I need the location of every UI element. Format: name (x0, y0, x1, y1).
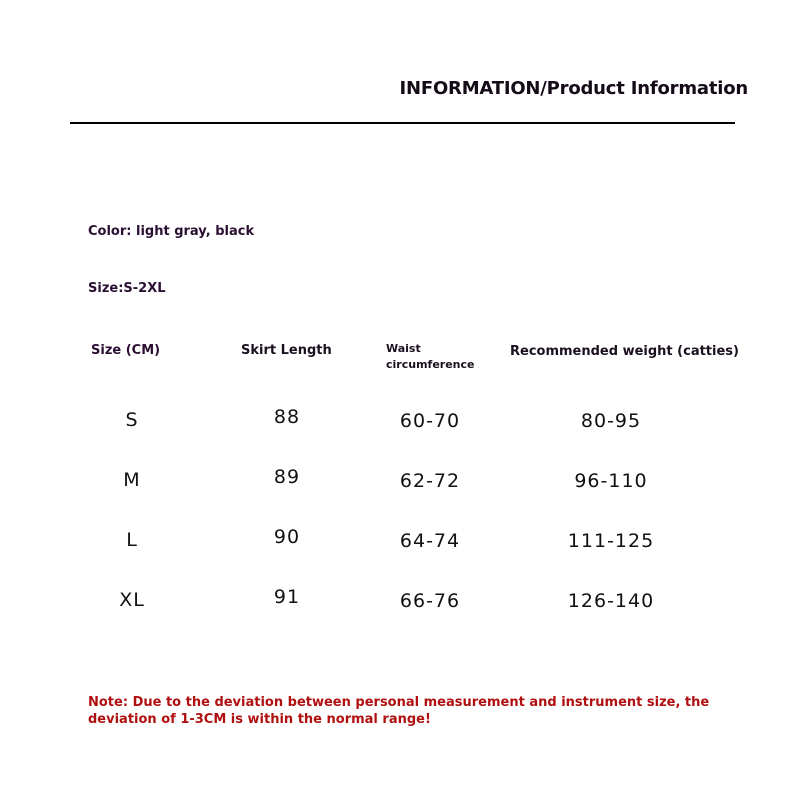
table-cell-weight: 96-110 (574, 470, 648, 492)
header-waist (386, 341, 474, 373)
color-info: Color: light gray, black (88, 224, 255, 239)
table-cell-waist: 62-72 (399, 470, 461, 492)
title-divider (70, 122, 735, 124)
size-range-info: Size:S-2XL (88, 281, 166, 296)
table-cell-waist: 64-74 (399, 530, 461, 552)
note-line1: Note: Due to the deviation between personal measurement and instrument size, the (88, 695, 710, 710)
page-title: INFORMATION/Product Information (399, 78, 748, 99)
header-skirt-length: Skirt Length (241, 343, 332, 358)
measurement-note (88, 694, 728, 728)
table-cell-length: 91 (273, 586, 301, 608)
note-line2: deviation of 1-3CM is within the normal range! (88, 712, 431, 727)
table-cell-waist: 66-76 (399, 590, 461, 612)
table-cell-size: M (123, 469, 141, 491)
header-size: Size (CM) (91, 343, 161, 358)
header-weight: Recommended weight (catties) (510, 344, 739, 359)
table-cell-size: S (125, 409, 139, 431)
header-waist-line1: Waist (386, 342, 421, 355)
table-cell-length: 88 (273, 406, 301, 428)
header-waist-line2: circumference (386, 358, 475, 371)
table-cell-waist: 60-70 (399, 410, 461, 432)
table-cell-length: 90 (273, 526, 301, 548)
table-cell-size: L (126, 529, 138, 551)
table-cell-weight: 80-95 (580, 410, 642, 432)
table-cell-size: XL (119, 589, 145, 611)
table-cell-length: 89 (273, 466, 301, 488)
table-cell-weight: 111-125 (567, 530, 655, 552)
table-cell-weight: 126-140 (567, 590, 655, 612)
